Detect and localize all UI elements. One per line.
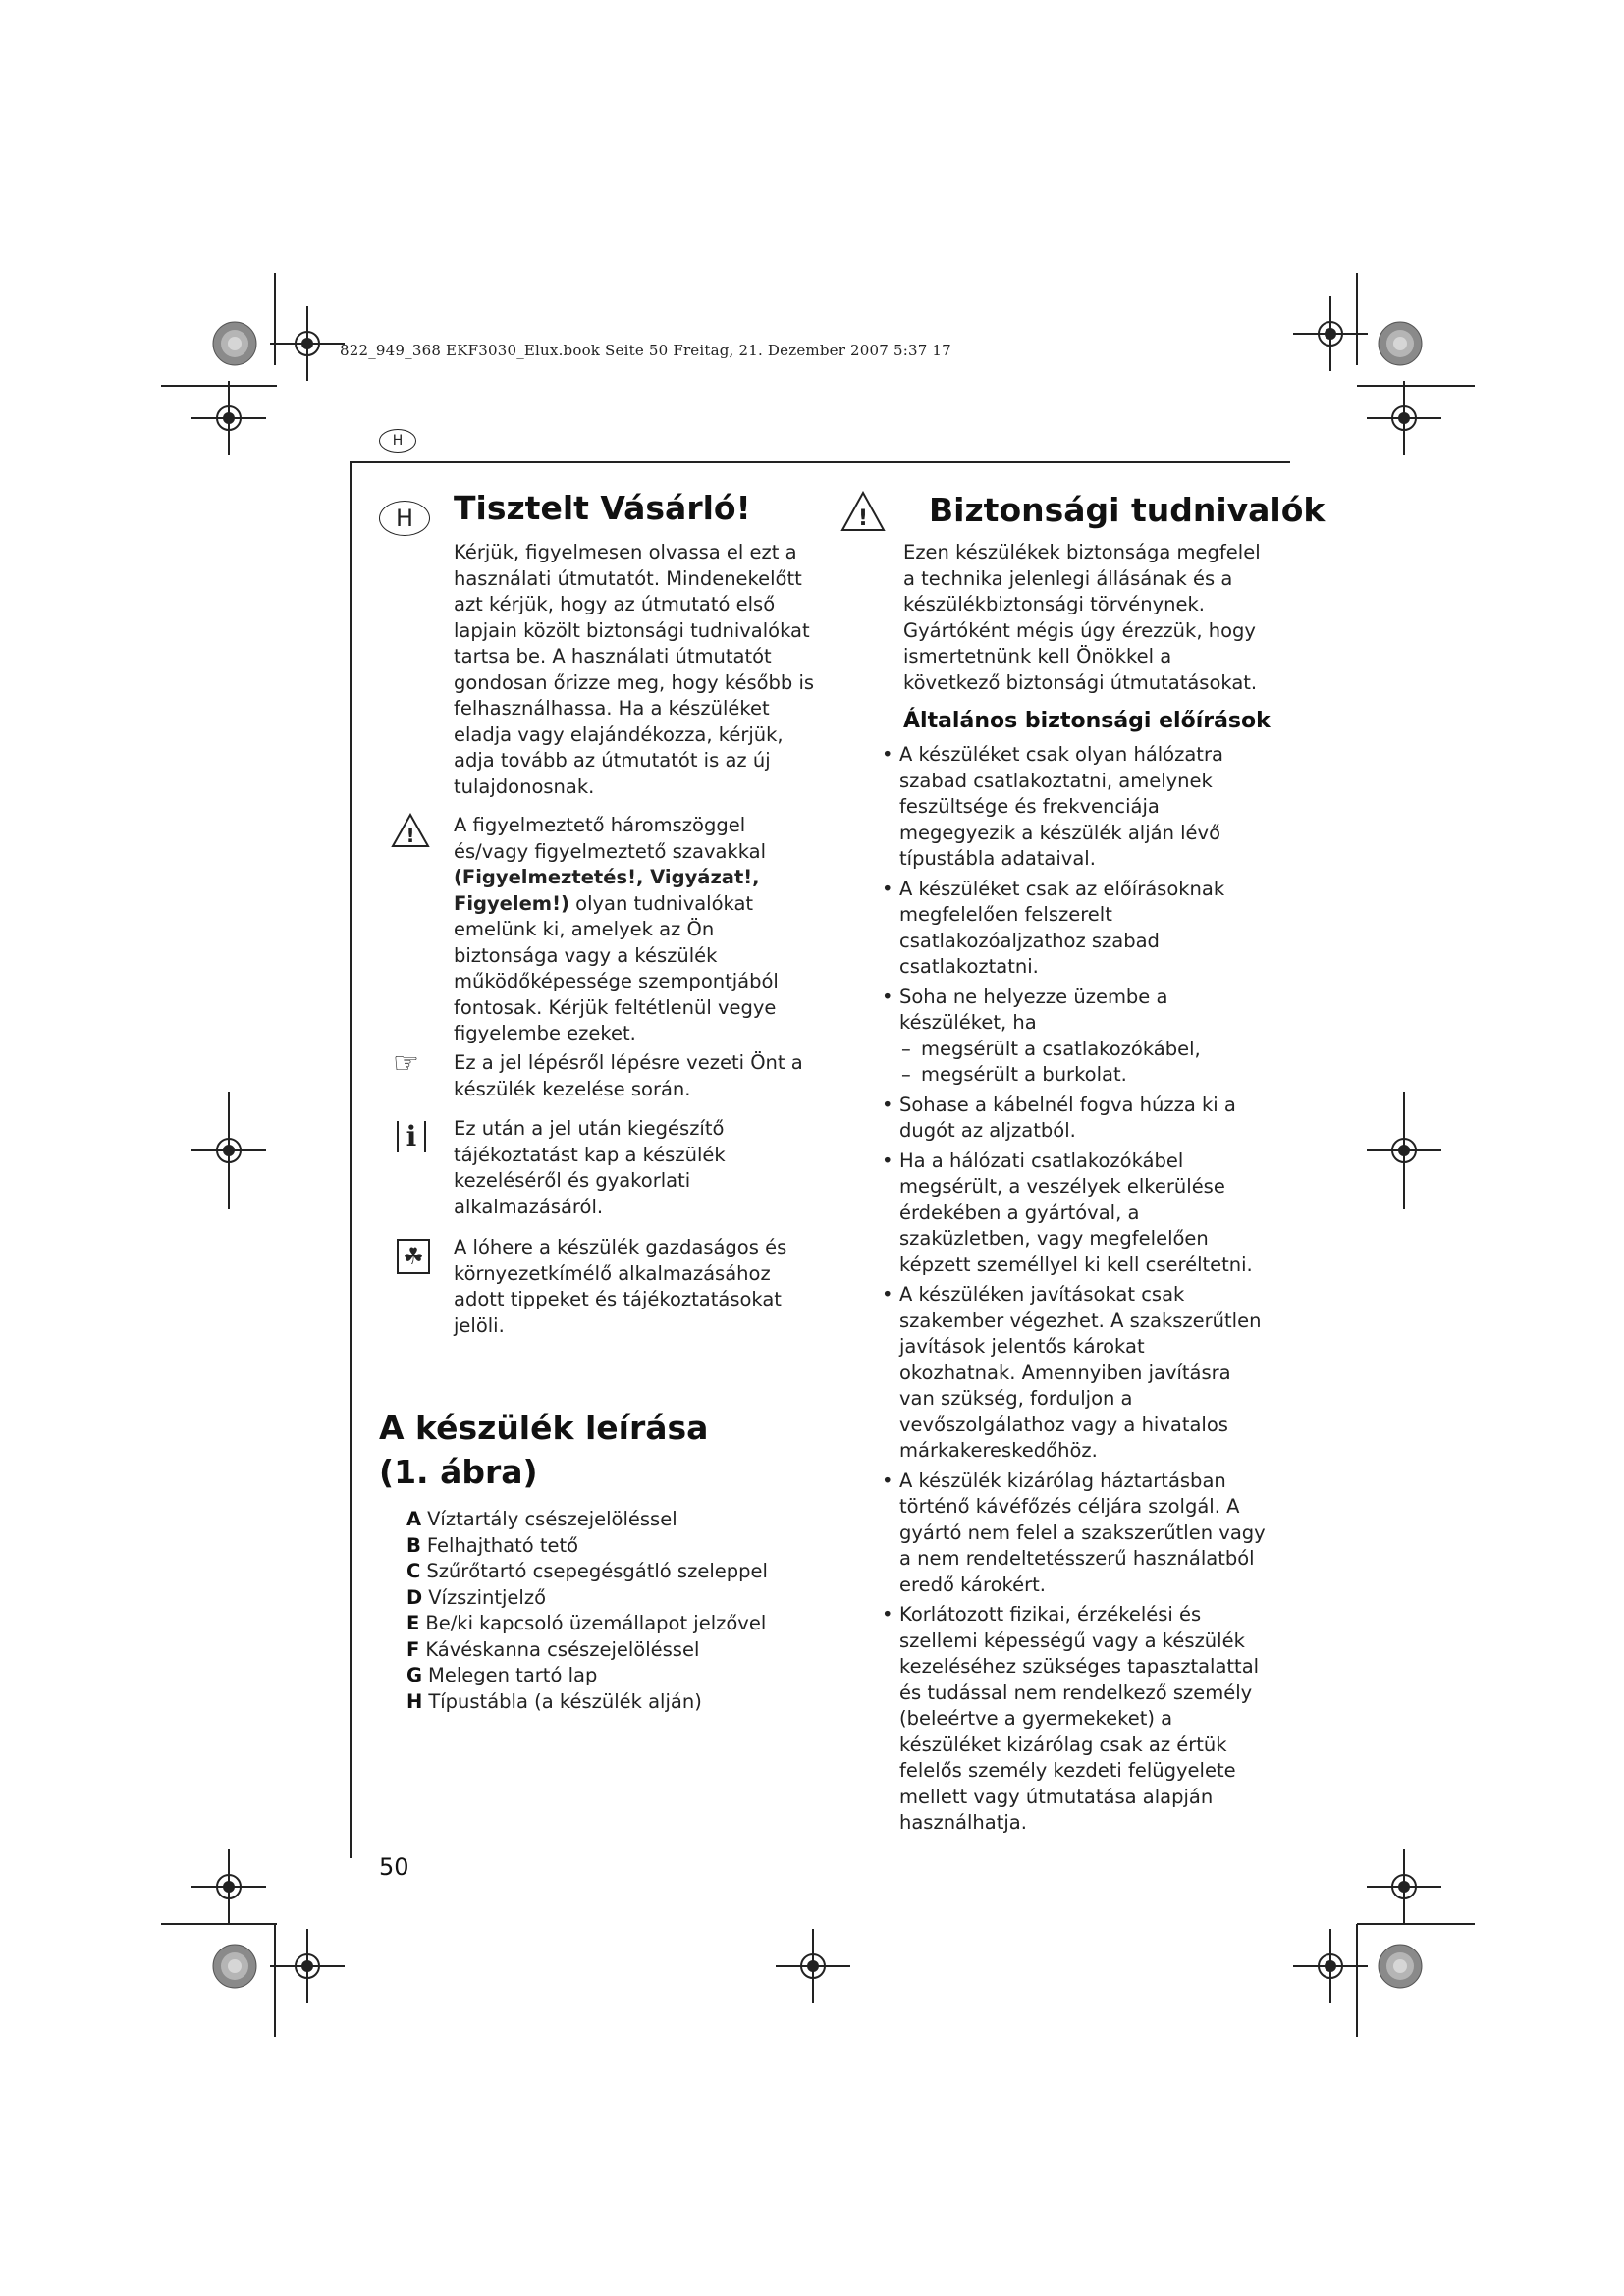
file-info-line: 822_949_368 EKF3030_Elux.book Seite 50 Freitag, 21. Dezember 2007 5:37 17	[340, 342, 951, 359]
safety-sub-item: – megsérült a burkolat.	[899, 1062, 1267, 1089]
hand-paragraph: Ez a jel lépésről lépésre vezeti Önt a készülék kezelése során.	[454, 1051, 803, 1100]
info-paragraph: Ez után a jel után kiegészítő tájékoztatást kap a készülék kezeléséről és gyakorlati alkalmazásáról.	[454, 1117, 726, 1218]
pointing-hand-icon: ☞	[393, 1046, 419, 1081]
svg-text:!: !	[857, 507, 869, 531]
country-code-badge: H	[379, 429, 416, 453]
parts-list-item: B Felhajtható tető	[406, 1533, 579, 1557]
clover-paragraph: A lóhere a készülék gazdaságos és környezetkímélő alkalmazásához adott tippeket és tájékoztatásokat jelöli.	[454, 1236, 787, 1337]
safety-bullet-list	[878, 742, 1267, 1841]
safety-bullet: • A készülék kizárólag háztartásban történő kávéfőzés céljára szolgál. A gyártó nem felel a szakszerűtlen vagy a nem rendeltetésszerű használatból eredő károkért.	[878, 1468, 1267, 1599]
safety-subtitle: Általános biztonsági előírások	[903, 709, 1271, 733]
warning-text-post: olyan tudnivalókat emelünk ki, amelyek az Ön biztonsága vagy a készülék működőképessége szempontjából fontosak. Kérjük feltétlenül vegye figyelembe ezeket.	[454, 891, 779, 1044]
safety-sub-list	[899, 1037, 1267, 1089]
title-country-badge: H	[379, 501, 430, 536]
description-title-line2: (1. ábra)	[379, 1453, 538, 1491]
description-title-line1: A készülék leírása	[379, 1409, 709, 1447]
warning-paragraph	[454, 813, 817, 1047]
parts-list-item: E Be/ki kapcsoló üzemállapot jelzővel	[406, 1612, 767, 1634]
parts-list-item: D Vízszintjelző	[406, 1585, 546, 1609]
safety-bullet: • A készüléken javításokat csak szakember végezhet. A szakszerűtlen javítások jelentős károkat okozhatnak. Amennyiben javításra van szükség, forduljon a vevőszolgálathoz vagy a hivatalos márkakereskedőhöz.	[878, 1282, 1267, 1465]
svg-text:!: !	[406, 824, 415, 847]
safety-bullet: • Ha a hálózati csatlakozókábel megsérült, a veszélyek elkerülése érdekében a gyártóval, a szaküzletben, vagy megfelelően képzett személlyel ki kell cseréltetni.	[878, 1148, 1267, 1279]
info-icon: i	[397, 1121, 426, 1152]
clover-icon: ☘	[397, 1239, 430, 1274]
warning-text-bold: (Figyelmeztetés!, Vigyázat!, Figyelem!)	[454, 866, 760, 915]
safety-bullet: • A készüléket csak olyan hálózatra szabad csatlakoztatni, amelynek feszültsége és frekvenciája megegyezik a készülék alján lévő típustábla adataival.	[878, 742, 1267, 873]
parts-list-item: C Szűrőtartó csepegésgátló szeleppel	[406, 1560, 768, 1582]
parts-list	[406, 1507, 839, 1715]
safety-sub-item: – megsérült a csatlakozókábel,	[899, 1037, 1267, 1063]
safety-intro-paragraph: Ezen készülékek biztonsága megfelel a technika jelenlegi állásának és a készülékbiztonsági törvénynek. Gyártóként mégis úgy érezzük, hogy ismertetnünk kell Önökkel a következő biztonsági útmutatásokat.	[903, 541, 1261, 694]
page-number: 50	[379, 1853, 409, 1881]
left-rule	[350, 461, 352, 1858]
page-title-right: Biztonsági tudnivalók	[929, 491, 1326, 529]
safety-bullet: • Korlátozott fizikai, érzékelési és szellemi képességű vagy a készülék kezeléséhez szükséges tapasztalattal és tudással nem rendelkező személy (beleértve a gyermekeket) a készüléket kizárólag csak az értük felelős személy kezdeti felügyelete mellett vagy útmutatása alapján használhatja.	[878, 1602, 1267, 1837]
safety-bullet-with-subitems	[878, 985, 1267, 1089]
parts-list-item: F Kávéskanna csészejelöléssel	[406, 1637, 700, 1661]
safety-bullet: • Sohase a kábelnél fogva húzza ki a dugót az aljzatból.	[878, 1093, 1267, 1145]
parts-list-item: G Melegen tartó lap	[406, 1664, 598, 1686]
warning-triangle-icon	[391, 813, 430, 848]
parts-list-item: H Típustábla (a készülék alján)	[406, 1689, 702, 1713]
intro-paragraph: Kérjük, figyelmesen olvassa el ezt a használati útmutatót. Mindenekelőtt azt kérjük, hogy az útmutató első lapjain közölt biztonsági tudnivalókat tartsa be. A használati útmutatót gondosan őrizze meg, hogy később is felhasználhassa. Ha a készüléket eladja vagy elajándékozza, kérjük, adja tovább az útmutatót is az új tulajdonosnak.	[454, 541, 815, 798]
safety-bullet: • A készüléket csak az előírásoknak megfelelően felszerelt csatlakozóaljzathoz szabad csatlakoztatni.	[878, 877, 1267, 981]
warning-triangle-icon	[840, 491, 886, 532]
parts-list-item: A Víztartály csészejelöléssel	[406, 1508, 677, 1530]
top-rule	[350, 461, 1290, 463]
safety-bullet-text: Soha ne helyezze üzembe a készüléket, ha	[899, 985, 1168, 1034]
warning-text-pre: A figyelmeztető háromszöggel és/vagy figyelmeztető szavakkal	[454, 814, 767, 863]
page-title-left: Tisztelt Vásárló!	[454, 489, 751, 527]
